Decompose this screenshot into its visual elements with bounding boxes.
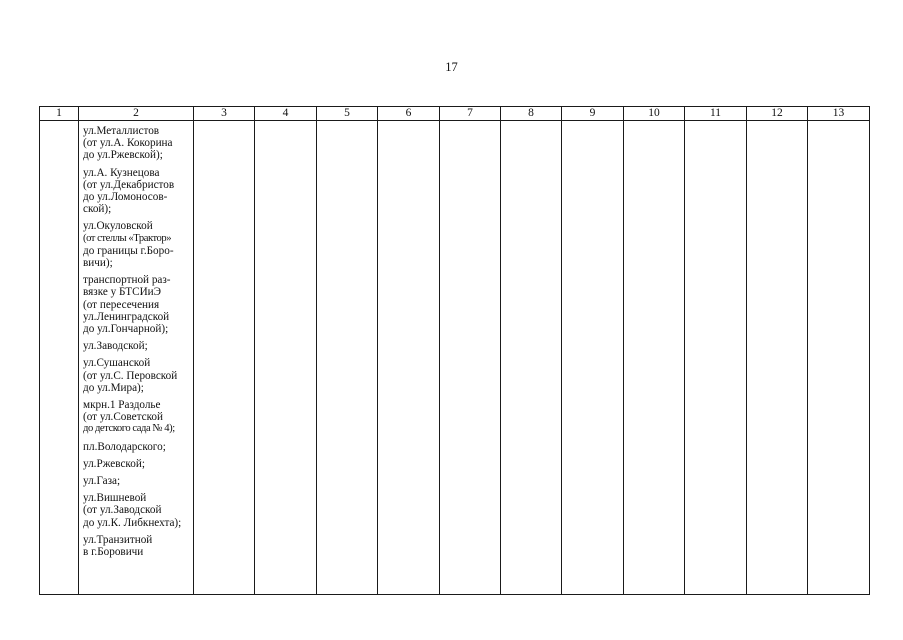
table-cell-col-4 [255, 121, 317, 595]
column-header-10: 10 [624, 107, 685, 121]
street-line: вязке у БТСИиЭ [83, 286, 162, 299]
column-header-9: 9 [562, 107, 624, 121]
street-line: (от пересечения [83, 298, 160, 311]
street-line: ул.Окуловской [83, 220, 153, 233]
column-header-13: 13 [808, 107, 870, 121]
street-line: до границы г.Боро- [83, 244, 174, 257]
street-line: ул.Сушанской [83, 357, 151, 370]
table-row [40, 121, 870, 595]
street-entry [83, 220, 191, 269]
street-line: до ул.Ржевской); [83, 149, 163, 162]
street-line: пл.Володарского; [83, 440, 166, 453]
column-header-3: 3 [194, 107, 255, 121]
table-cell-col-8 [501, 121, 562, 595]
table-cell-col-10 [624, 121, 685, 595]
street-line: (от ул.Советской [83, 411, 164, 424]
street-line: ул.Газа; [83, 475, 121, 488]
column-header-2: 2 [79, 107, 194, 121]
street-line: (от ул.А. Кокорина [83, 137, 173, 150]
street-line: (от ул.Заводской [83, 504, 162, 517]
column-header-5: 5 [317, 107, 378, 121]
table-cell-col-7 [440, 121, 501, 595]
table-cell-col-6 [378, 121, 440, 595]
column-header-11: 11 [685, 107, 747, 121]
table-cell-col-9 [562, 121, 624, 595]
street-entry [83, 492, 191, 529]
table-cell-col-3 [194, 121, 255, 595]
street-line: (от ул.Декабристов [83, 178, 175, 191]
street-entry [83, 274, 191, 335]
table-cell-col-5 [317, 121, 378, 595]
street-entry [83, 441, 191, 453]
column-header-6: 6 [378, 107, 440, 121]
street-list-cell [79, 121, 194, 595]
street-line: ул.Транзитной [83, 533, 153, 546]
column-header-12: 12 [747, 107, 808, 121]
street-entry [83, 534, 191, 558]
street-line: ул.Вишневой [83, 492, 147, 505]
street-line: до ул.Ломоносов- [83, 191, 168, 204]
street-line: ул.Заводской; [83, 340, 148, 353]
table-cell-col-1 [40, 121, 79, 595]
street-line: мкрн.1 Раздолье [83, 399, 161, 412]
street-line: (от стеллы «Трактор» [83, 232, 172, 244]
street-line: до детского сада № 4); [83, 423, 175, 435]
table-cell-col-11 [685, 121, 747, 595]
column-header-8: 8 [501, 107, 562, 121]
street-line: до ул.Мира); [83, 381, 144, 394]
street-line: ской); [83, 203, 112, 216]
document-table [39, 106, 870, 595]
street-entry [83, 340, 191, 352]
page-number: 17 [445, 60, 458, 74]
column-header-1: 1 [40, 107, 79, 121]
street-line: до ул.Гончарной); [83, 323, 169, 336]
street-entry [83, 475, 191, 487]
street-line: ул.А. Кузнецова [83, 166, 160, 179]
street-line: вичи); [83, 257, 113, 270]
column-header-7: 7 [440, 107, 501, 121]
street-line: транспортной раз- [83, 274, 171, 287]
street-entry [83, 458, 191, 470]
street-entry [83, 399, 191, 436]
street-line: ул.Ленинградской [83, 310, 170, 323]
street-line: в г.Боровичи [83, 546, 144, 559]
table-cell-col-12 [747, 121, 808, 595]
street-entry [83, 167, 191, 216]
street-entry [83, 125, 191, 162]
street-line: ул.Ржевской; [83, 457, 145, 470]
column-header-4: 4 [255, 107, 317, 121]
street-line: до ул.К. Либкнехта); [83, 516, 182, 529]
table-cell-col-13 [808, 121, 870, 595]
street-entry [83, 357, 191, 394]
header-row [40, 107, 870, 121]
street-line: ул.Металлистов [83, 125, 160, 137]
street-line: (от ул.С. Перовской [83, 369, 178, 382]
